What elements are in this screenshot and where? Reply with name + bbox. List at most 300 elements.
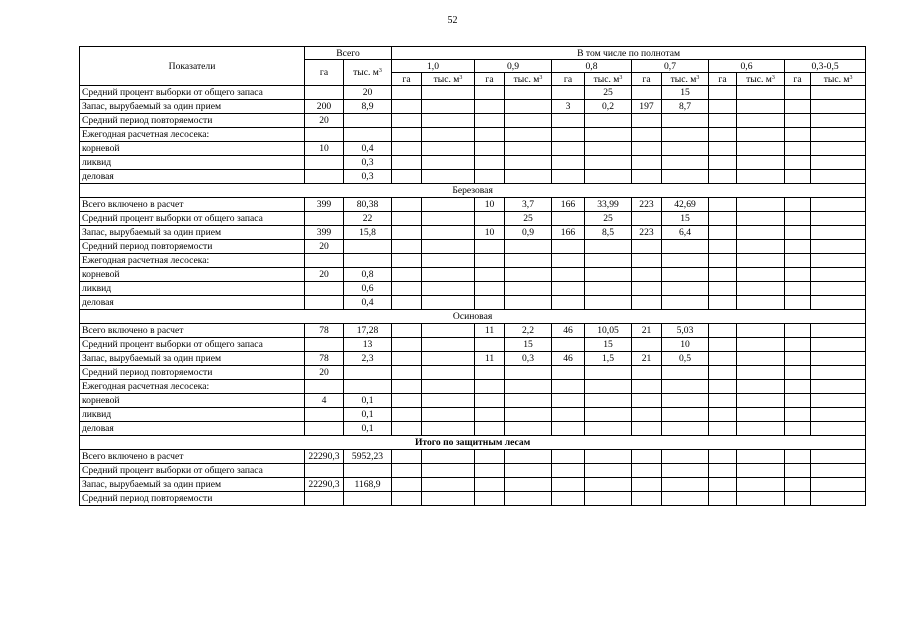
table-cell (811, 170, 866, 184)
table-cell (475, 338, 505, 352)
table-cell (811, 114, 866, 128)
row-label: ликвид (80, 408, 305, 422)
table-row (80, 478, 866, 492)
table-row (80, 254, 866, 268)
table-cell (392, 100, 422, 114)
table-cell (344, 240, 392, 254)
table-cell (585, 156, 632, 170)
header-ha: га (709, 73, 737, 86)
table-cell (632, 114, 662, 128)
table-cell (785, 408, 811, 422)
row-label: деловая (80, 296, 305, 310)
table-cell (475, 282, 505, 296)
table-cell (392, 282, 422, 296)
table-cell (709, 128, 737, 142)
table-cell (505, 86, 552, 100)
table-cell (737, 324, 785, 338)
header-total-ha: га (305, 60, 344, 86)
table-cell (475, 408, 505, 422)
table-cell (737, 366, 785, 380)
table-cell (709, 142, 737, 156)
table-cell: 21 (632, 324, 662, 338)
table-cell (785, 422, 811, 436)
table-cell: 22290,3 (305, 478, 344, 492)
table-cell: 166 (552, 226, 585, 240)
table-cell (305, 338, 344, 352)
table-cell (585, 366, 632, 380)
table-cell (475, 156, 505, 170)
table-cell (632, 156, 662, 170)
table-cell (392, 324, 422, 338)
table-cell (585, 394, 632, 408)
table-cell: 25 (585, 212, 632, 226)
table-cell (811, 324, 866, 338)
table-cell (392, 408, 422, 422)
table-cell (811, 296, 866, 310)
table-cell (505, 492, 552, 506)
table-cell (709, 492, 737, 506)
header-ha: га (552, 73, 585, 86)
header-volume: тыс. $м^3$ (737, 73, 785, 86)
table-cell (811, 380, 866, 394)
table-cell (737, 478, 785, 492)
table-cell (552, 296, 585, 310)
table-cell (422, 100, 475, 114)
table-cell (811, 394, 866, 408)
table-cell (709, 296, 737, 310)
table-cell (709, 450, 737, 464)
table-cell: 13 (344, 338, 392, 352)
row-label: корневой (80, 394, 305, 408)
table-cell (811, 282, 866, 296)
table-cell (552, 240, 585, 254)
table-cell (662, 380, 709, 394)
table-cell (475, 268, 505, 282)
table-cell (737, 464, 785, 478)
table-cell (632, 128, 662, 142)
table-cell: 3,7 (505, 198, 552, 212)
table-row (80, 212, 866, 226)
table-cell: 0,6 (344, 282, 392, 296)
table-cell (475, 114, 505, 128)
table-row (80, 240, 866, 254)
table-cell (344, 366, 392, 380)
table-cell: 20 (305, 114, 344, 128)
header-density: 0,8 (552, 60, 632, 73)
table-cell (785, 366, 811, 380)
table-cell (632, 296, 662, 310)
table-cell (505, 422, 552, 436)
table-cell (392, 198, 422, 212)
table-cell (785, 128, 811, 142)
table-cell (585, 380, 632, 394)
table-cell: 197 (632, 100, 662, 114)
table-cell (737, 352, 785, 366)
table-cell: 8,9 (344, 100, 392, 114)
table-cell (552, 366, 585, 380)
table-cell (709, 86, 737, 100)
table-cell (737, 408, 785, 422)
table-cell (632, 366, 662, 380)
table-cell: 15 (662, 86, 709, 100)
table-cell (737, 226, 785, 240)
table-cell (505, 366, 552, 380)
table-cell (709, 408, 737, 422)
table-cell (475, 170, 505, 184)
table-cell (392, 366, 422, 380)
table-cell (811, 254, 866, 268)
table-cell (737, 492, 785, 506)
table-cell (422, 422, 475, 436)
table-cell (811, 100, 866, 114)
row-label: Всего включено в расчет (80, 324, 305, 338)
table-cell (662, 492, 709, 506)
table-cell (632, 282, 662, 296)
table-cell (475, 296, 505, 310)
table-cell (392, 394, 422, 408)
table-cell (662, 408, 709, 422)
table-cell: 0,2 (585, 100, 632, 114)
table-cell (392, 296, 422, 310)
table-cell (737, 254, 785, 268)
table-cell: 15 (585, 338, 632, 352)
table-cell: 0,3 (505, 352, 552, 366)
table-cell (585, 114, 632, 128)
header-density: 1,0 (392, 60, 475, 73)
table-cell (505, 296, 552, 310)
table-cell (475, 380, 505, 394)
table-cell (392, 156, 422, 170)
table-cell (737, 380, 785, 394)
table-cell: 15 (662, 212, 709, 226)
table-cell: 0,4 (344, 142, 392, 156)
table-cell (811, 408, 866, 422)
table-cell (811, 352, 866, 366)
table-cell (392, 338, 422, 352)
table-cell (475, 254, 505, 268)
table-cell: 200 (305, 100, 344, 114)
table-row (80, 408, 866, 422)
table-cell (662, 156, 709, 170)
table-cell (785, 198, 811, 212)
table-cell: 0,3 (344, 156, 392, 170)
table-cell (785, 86, 811, 100)
table-cell (585, 254, 632, 268)
table-cell (709, 226, 737, 240)
section-title: Осиновая (80, 310, 866, 324)
table-cell (785, 254, 811, 268)
table-cell (505, 268, 552, 282)
row-label: корневой (80, 142, 305, 156)
table-cell (392, 128, 422, 142)
table-cell (737, 114, 785, 128)
row-label: Всего включено в расчет (80, 198, 305, 212)
table-row (80, 142, 866, 156)
table-cell: 78 (305, 352, 344, 366)
table-cell (632, 86, 662, 100)
table-cell (811, 226, 866, 240)
table-cell (662, 422, 709, 436)
table-cell (552, 212, 585, 226)
table-cell (785, 240, 811, 254)
table-cell (422, 170, 475, 184)
table-cell (709, 464, 737, 478)
row-label: деловая (80, 422, 305, 436)
table-cell (737, 212, 785, 226)
table-cell (422, 282, 475, 296)
table-cell (475, 142, 505, 156)
table-cell (785, 100, 811, 114)
table-cell (737, 198, 785, 212)
table-cell (422, 226, 475, 240)
table-cell: 0,4 (344, 296, 392, 310)
table-cell (709, 240, 737, 254)
table-row (80, 324, 866, 338)
table-cell (422, 464, 475, 478)
table-cell (785, 226, 811, 240)
table-cell (785, 464, 811, 478)
table-cell (709, 338, 737, 352)
table-cell: 5,03 (662, 324, 709, 338)
table-cell (737, 268, 785, 282)
table-row (80, 226, 866, 240)
table-cell (709, 380, 737, 394)
table-cell (422, 142, 475, 156)
table-cell (552, 422, 585, 436)
table-cell (422, 268, 475, 282)
header-by-density: В том числе по полнотам (392, 47, 866, 60)
table-cell: 20 (344, 86, 392, 100)
table-cell (662, 240, 709, 254)
header-indicators: Показатели (80, 47, 305, 86)
table-cell (737, 86, 785, 100)
table-cell (422, 450, 475, 464)
table-cell (344, 464, 392, 478)
table-cell: 3 (552, 100, 585, 114)
row-label: Запас, вырубаемый за один прием (80, 478, 305, 492)
table-cell (475, 478, 505, 492)
table-row (80, 338, 866, 352)
table-cell (662, 268, 709, 282)
table-cell (505, 240, 552, 254)
table-cell (392, 464, 422, 478)
table-cell (552, 450, 585, 464)
table-cell (422, 128, 475, 142)
table-cell (632, 254, 662, 268)
table-row (80, 394, 866, 408)
table-row (80, 114, 866, 128)
table-cell (505, 128, 552, 142)
table-cell (785, 114, 811, 128)
table-cell (585, 268, 632, 282)
table-cell (737, 100, 785, 114)
table-row (80, 366, 866, 380)
table-cell (552, 338, 585, 352)
row-label: Запас, вырубаемый за один прием (80, 100, 305, 114)
table-cell (662, 170, 709, 184)
table-cell (422, 338, 475, 352)
table-cell (392, 380, 422, 394)
table-cell: 0,3 (344, 170, 392, 184)
table-cell (422, 212, 475, 226)
table-cell (632, 422, 662, 436)
table-cell (585, 408, 632, 422)
table-cell (785, 338, 811, 352)
table-cell (709, 114, 737, 128)
table-cell (305, 422, 344, 436)
table-cell: 78 (305, 324, 344, 338)
table-cell: 2,2 (505, 324, 552, 338)
table-cell (505, 394, 552, 408)
table-cell (344, 128, 392, 142)
table-cell (662, 450, 709, 464)
table-cell: 11 (475, 324, 505, 338)
table-cell (811, 128, 866, 142)
table-cell (422, 114, 475, 128)
table-cell (505, 114, 552, 128)
table-cell (785, 380, 811, 394)
table-cell (785, 478, 811, 492)
table-cell: 33,99 (585, 198, 632, 212)
header-ha: га (632, 73, 662, 86)
header-volume: тыс. $м^3$ (505, 73, 552, 86)
table-row (80, 422, 866, 436)
table-cell (475, 100, 505, 114)
table-cell (662, 394, 709, 408)
table-cell (632, 338, 662, 352)
table-cell (305, 464, 344, 478)
table-cell (737, 128, 785, 142)
table-cell (709, 282, 737, 296)
table-cell (475, 240, 505, 254)
table-cell (305, 128, 344, 142)
table-cell: 25 (505, 212, 552, 226)
table-cell: 22 (344, 212, 392, 226)
table-cell (552, 86, 585, 100)
table-cell (475, 212, 505, 226)
table-cell (737, 156, 785, 170)
table-cell (632, 408, 662, 422)
table-cell (344, 254, 392, 268)
table-cell (662, 296, 709, 310)
table-row (80, 156, 866, 170)
section-header-row (80, 184, 866, 198)
table-cell: 42,69 (662, 198, 709, 212)
table-cell (392, 86, 422, 100)
table-cell (737, 170, 785, 184)
table-cell (709, 198, 737, 212)
header-total: Всего (305, 47, 392, 60)
table-cell (811, 450, 866, 464)
table-row (80, 86, 866, 100)
table-cell: 223 (632, 226, 662, 240)
header-volume: тыс. $м^3$ (585, 73, 632, 86)
table-row (80, 282, 866, 296)
table-row (80, 128, 866, 142)
table-row (80, 268, 866, 282)
header-density: 0,3-0,5 (785, 60, 866, 73)
table-cell (552, 114, 585, 128)
table-cell (422, 198, 475, 212)
table-cell (585, 282, 632, 296)
section-title: Итого по защитным лесам (80, 436, 866, 450)
table-cell (305, 170, 344, 184)
section-header-row (80, 310, 866, 324)
table-cell (392, 114, 422, 128)
table-cell: 46 (552, 324, 585, 338)
table-cell (422, 352, 475, 366)
table-cell (811, 240, 866, 254)
table-cell (662, 114, 709, 128)
table-cell (737, 450, 785, 464)
table-cell (475, 366, 505, 380)
table-cell (475, 422, 505, 436)
table-cell (785, 324, 811, 338)
table-cell: 1,5 (585, 352, 632, 366)
row-label: Средний процент выборки от общего запаса (80, 464, 305, 478)
page-number: 52 (447, 15, 458, 26)
table-cell (632, 380, 662, 394)
table-cell (709, 170, 737, 184)
table-cell (552, 254, 585, 268)
table-cell (662, 142, 709, 156)
table-cell (305, 156, 344, 170)
forest-yield-table (79, 46, 866, 506)
table-cell (475, 450, 505, 464)
table-row (80, 100, 866, 114)
row-label: корневой (80, 268, 305, 282)
table-cell: 22290,3 (305, 450, 344, 464)
table-cell (505, 450, 552, 464)
table-row (80, 450, 866, 464)
row-label: Ежегодная расчетная лесосека: (80, 128, 305, 142)
table-cell (475, 128, 505, 142)
table-cell (392, 422, 422, 436)
table-cell: 80,38 (344, 198, 392, 212)
table-cell (422, 296, 475, 310)
table-cell: 223 (632, 198, 662, 212)
table-cell (737, 240, 785, 254)
table-cell (785, 492, 811, 506)
header-volume: тыс. $м^3$ (811, 73, 866, 86)
table-cell (811, 366, 866, 380)
table-cell: 0,5 (662, 352, 709, 366)
table-cell (305, 212, 344, 226)
header-volume: тыс. $м^3$ (662, 73, 709, 86)
table-cell (392, 268, 422, 282)
table-cell: 6,4 (662, 226, 709, 240)
row-label: Средний период повторяемости (80, 366, 305, 380)
table-cell: 21 (632, 352, 662, 366)
row-label: Средний период повторяемости (80, 114, 305, 128)
section-header-row (80, 436, 866, 450)
table-cell: 0,9 (505, 226, 552, 240)
table-cell: 15,8 (344, 226, 392, 240)
table-cell (585, 478, 632, 492)
table-cell (552, 492, 585, 506)
table-cell (709, 478, 737, 492)
header-density: 0,6 (709, 60, 785, 73)
table-cell (785, 212, 811, 226)
row-label: ликвид (80, 156, 305, 170)
table-cell (585, 170, 632, 184)
table-cell (305, 408, 344, 422)
table-cell: 5952,23 (344, 450, 392, 464)
table-cell (552, 282, 585, 296)
table-cell (552, 156, 585, 170)
table-cell (392, 450, 422, 464)
table-cell (552, 478, 585, 492)
